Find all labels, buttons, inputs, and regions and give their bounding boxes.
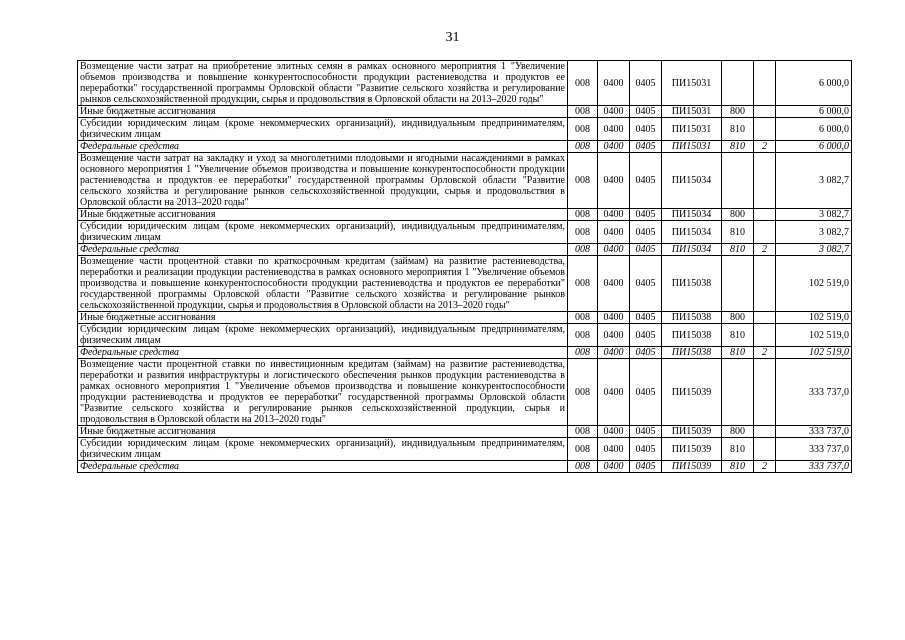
subsection-code: 0405 bbox=[630, 426, 662, 438]
target-article-code: ПИ15034 bbox=[662, 209, 722, 221]
amount: 102 519,0 bbox=[776, 324, 852, 347]
target-article-code: ПИ15038 bbox=[662, 312, 722, 324]
section-code: 0400 bbox=[598, 106, 630, 118]
section-code: 0400 bbox=[598, 426, 630, 438]
subsection-code: 0405 bbox=[630, 106, 662, 118]
expense-type-code: 810 bbox=[722, 244, 754, 256]
amount: 3 082,7 bbox=[776, 153, 852, 209]
federal-funds-row bbox=[78, 347, 852, 359]
amount: 6 000,0 bbox=[776, 141, 852, 153]
section-code: 0400 bbox=[598, 209, 630, 221]
row-name: Возмещение части процентной ставки по краткосрочным кредитам (займам) на развитие растениеводства, переработки и реализации продукции растениеводства в рамках основного мероприятия 1 "Увеличение объемов производства и повышение конкурентоспособности продукции растениеводства и продуктов ее переработки" государственной программы Орловской области "Развитие сельского хозяйства и регулирование рынков сельскохозяйственной продукции, сырья и продовольствия в Орловской области на 2013–2020 годы" bbox=[78, 256, 568, 312]
section-code: 0400 bbox=[598, 359, 630, 426]
target-article-code: ПИ15031 bbox=[662, 106, 722, 118]
row-name: Иные бюджетные ассигнования bbox=[78, 209, 568, 221]
expense-type-code: 800 bbox=[722, 312, 754, 324]
target-article-code: ПИ15031 bbox=[662, 61, 722, 106]
amount: 3 082,7 bbox=[776, 244, 852, 256]
target-article-code: ПИ15039 bbox=[662, 426, 722, 438]
ministry-code: 008 bbox=[568, 359, 598, 426]
subsection-code: 0405 bbox=[630, 221, 662, 244]
fund-code bbox=[754, 312, 776, 324]
table-body bbox=[78, 61, 852, 473]
subsection-code: 0405 bbox=[630, 256, 662, 312]
fund-code: 2 bbox=[754, 141, 776, 153]
ministry-code: 008 bbox=[568, 256, 598, 312]
subsection-code: 0405 bbox=[630, 209, 662, 221]
fund-code bbox=[754, 106, 776, 118]
subsection-code: 0405 bbox=[630, 244, 662, 256]
target-article-code: ПИ15038 bbox=[662, 347, 722, 359]
amount: 102 519,0 bbox=[776, 312, 852, 324]
expense-type-code: 810 bbox=[722, 141, 754, 153]
program-item-row bbox=[78, 153, 852, 209]
expense-type-code bbox=[722, 359, 754, 426]
row-name: Иные бюджетные ассигнования bbox=[78, 106, 568, 118]
fund-code bbox=[754, 359, 776, 426]
fund-code bbox=[754, 153, 776, 209]
fund-code bbox=[754, 221, 776, 244]
section-code: 0400 bbox=[598, 221, 630, 244]
expense-type-code bbox=[722, 61, 754, 106]
fund-code bbox=[754, 61, 776, 106]
table-row bbox=[78, 426, 852, 438]
amount: 6 000,0 bbox=[776, 61, 852, 106]
row-name: Возмещение части затрат на приобретение элитных семян в рамках основного мероприятия 1 "Увеличение объемов производства и повышение конкурентоспособности продукции растениеводства и продуктов ее переработки" государственной программы Орловской области "Развитие сельского хозяйства и регулирование рынков сельскохозяйственной продукции, сырья и продовольствия в Орловской области на 2013–2020 годы" bbox=[78, 61, 568, 106]
target-article-code: ПИ15038 bbox=[662, 256, 722, 312]
section-code: 0400 bbox=[598, 61, 630, 106]
expense-type-code: 800 bbox=[722, 209, 754, 221]
ministry-code: 008 bbox=[568, 347, 598, 359]
page-number: 31 bbox=[445, 30, 460, 45]
program-item-row bbox=[78, 359, 852, 426]
target-article-code: ПИ15039 bbox=[662, 438, 722, 461]
amount: 3 082,7 bbox=[776, 221, 852, 244]
program-item-row bbox=[78, 61, 852, 106]
table-row bbox=[78, 209, 852, 221]
table-row bbox=[78, 438, 852, 461]
table-row bbox=[78, 106, 852, 118]
program-item-row bbox=[78, 256, 852, 312]
row-name: Субсидии юридическим лицам (кроме некоммерческих организаций), индивидуальным предпринимателям, физическим лицам bbox=[78, 221, 568, 244]
section-code: 0400 bbox=[598, 141, 630, 153]
row-name: Федеральные средства bbox=[78, 347, 568, 359]
expense-type-code bbox=[722, 153, 754, 209]
section-code: 0400 bbox=[598, 244, 630, 256]
expense-type-code: 810 bbox=[722, 118, 754, 141]
amount: 333 737,0 bbox=[776, 438, 852, 461]
section-code: 0400 bbox=[598, 461, 630, 473]
section-code: 0400 bbox=[598, 312, 630, 324]
amount: 102 519,0 bbox=[776, 347, 852, 359]
subsection-code: 0405 bbox=[630, 347, 662, 359]
ministry-code: 008 bbox=[568, 324, 598, 347]
subsection-code: 0405 bbox=[630, 61, 662, 106]
subsection-code: 0405 bbox=[630, 118, 662, 141]
federal-funds-row bbox=[78, 244, 852, 256]
ministry-code: 008 bbox=[568, 106, 598, 118]
row-name: Субсидии юридическим лицам (кроме некоммерческих организаций), индивидуальным предпринимателям, физическим лицам bbox=[78, 118, 568, 141]
row-name: Иные бюджетные ассигнования bbox=[78, 426, 568, 438]
ministry-code: 008 bbox=[568, 61, 598, 106]
subsection-code: 0405 bbox=[630, 153, 662, 209]
federal-funds-row bbox=[78, 141, 852, 153]
row-name: Федеральные средства bbox=[78, 141, 568, 153]
amount: 6 000,0 bbox=[776, 118, 852, 141]
ministry-code: 008 bbox=[568, 118, 598, 141]
expense-type-code: 810 bbox=[722, 324, 754, 347]
ministry-code: 008 bbox=[568, 153, 598, 209]
section-code: 0400 bbox=[598, 347, 630, 359]
ministry-code: 008 bbox=[568, 141, 598, 153]
amount: 333 737,0 bbox=[776, 359, 852, 426]
section-code: 0400 bbox=[598, 153, 630, 209]
subsection-code: 0405 bbox=[630, 461, 662, 473]
expense-type-code: 810 bbox=[722, 438, 754, 461]
row-name: Федеральные средства bbox=[78, 461, 568, 473]
expense-type-code: 810 bbox=[722, 221, 754, 244]
row-name: Федеральные средства bbox=[78, 244, 568, 256]
amount: 6 000,0 bbox=[776, 106, 852, 118]
amount: 333 737,0 bbox=[776, 461, 852, 473]
amount: 333 737,0 bbox=[776, 426, 852, 438]
target-article-code: ПИ15039 bbox=[662, 359, 722, 426]
row-name: Возмещение части процентной ставки по инвестиционным кредитам (займам) на развитие растениеводства, переработки и развития инфраструктуры и логистического обеспечения рынков продукции растениеводства в рамках основного мероприятия 1 "Увеличение объемов производства и повышение конкурентоспособности продукции растениеводства и продуктов ее переработки" государственной программы Орловской области "Развитие сельского хозяйства и регулирование рынков сельскохозяйственной продукции, сырья и продовольствия в Орловской области на 2013–2020 годы" bbox=[78, 359, 568, 426]
fund-code: 2 bbox=[754, 244, 776, 256]
amount: 102 519,0 bbox=[776, 256, 852, 312]
subsection-code: 0405 bbox=[630, 359, 662, 426]
ministry-code: 008 bbox=[568, 244, 598, 256]
row-name: Субсидии юридическим лицам (кроме некоммерческих организаций), индивидуальным предпринимателям, физическим лицам bbox=[78, 324, 568, 347]
expense-type-code: 810 bbox=[722, 347, 754, 359]
fund-code bbox=[754, 324, 776, 347]
section-code: 0400 bbox=[598, 324, 630, 347]
table-row bbox=[78, 118, 852, 141]
expense-type-code: 800 bbox=[722, 426, 754, 438]
budget-table bbox=[77, 60, 852, 473]
subsection-code: 0405 bbox=[630, 312, 662, 324]
target-article-code: ПИ15034 bbox=[662, 221, 722, 244]
federal-funds-row bbox=[78, 461, 852, 473]
ministry-code: 008 bbox=[568, 461, 598, 473]
table-row bbox=[78, 221, 852, 244]
subsection-code: 0405 bbox=[630, 141, 662, 153]
ministry-code: 008 bbox=[568, 312, 598, 324]
expense-type-code: 810 bbox=[722, 461, 754, 473]
section-code: 0400 bbox=[598, 256, 630, 312]
row-name: Иные бюджетные ассигнования bbox=[78, 312, 568, 324]
fund-code bbox=[754, 256, 776, 312]
expense-type-code bbox=[722, 256, 754, 312]
fund-code bbox=[754, 438, 776, 461]
ministry-code: 008 bbox=[568, 209, 598, 221]
fund-code bbox=[754, 118, 776, 141]
fund-code bbox=[754, 426, 776, 438]
target-article-code: ПИ15039 bbox=[662, 461, 722, 473]
target-article-code: ПИ15034 bbox=[662, 244, 722, 256]
subsection-code: 0405 bbox=[630, 438, 662, 461]
section-code: 0400 bbox=[598, 438, 630, 461]
table-row bbox=[78, 324, 852, 347]
amount: 3 082,7 bbox=[776, 209, 852, 221]
row-name: Субсидии юридическим лицам (кроме некоммерческих организаций), индивидуальным предпринимателям, физическим лицам bbox=[78, 438, 568, 461]
ministry-code: 008 bbox=[568, 438, 598, 461]
target-article-code: ПИ15031 bbox=[662, 118, 722, 141]
ministry-code: 008 bbox=[568, 426, 598, 438]
row-name: Возмещение части затрат на закладку и уход за многолетними плодовыми и ягодными насаждениями в рамках основного мероприятия 1 "Увеличение объемов производства и повышение конкурентоспособности продукции растениеводства и продуктов ее переработки" государственной программы Орловской области "Развитие сельского хозяйства и регулирование рынков сельскохозяйственной продукции, сырья и продовольствия в Орловской области на 2013–2020 годы" bbox=[78, 153, 568, 209]
subsection-code: 0405 bbox=[630, 324, 662, 347]
fund-code bbox=[754, 209, 776, 221]
target-article-code: ПИ15038 bbox=[662, 324, 722, 347]
table-row bbox=[78, 312, 852, 324]
target-article-code: ПИ15034 bbox=[662, 153, 722, 209]
ministry-code: 008 bbox=[568, 221, 598, 244]
expense-type-code: 800 bbox=[722, 106, 754, 118]
section-code: 0400 bbox=[598, 118, 630, 141]
fund-code: 2 bbox=[754, 347, 776, 359]
target-article-code: ПИ15031 bbox=[662, 141, 722, 153]
fund-code: 2 bbox=[754, 461, 776, 473]
